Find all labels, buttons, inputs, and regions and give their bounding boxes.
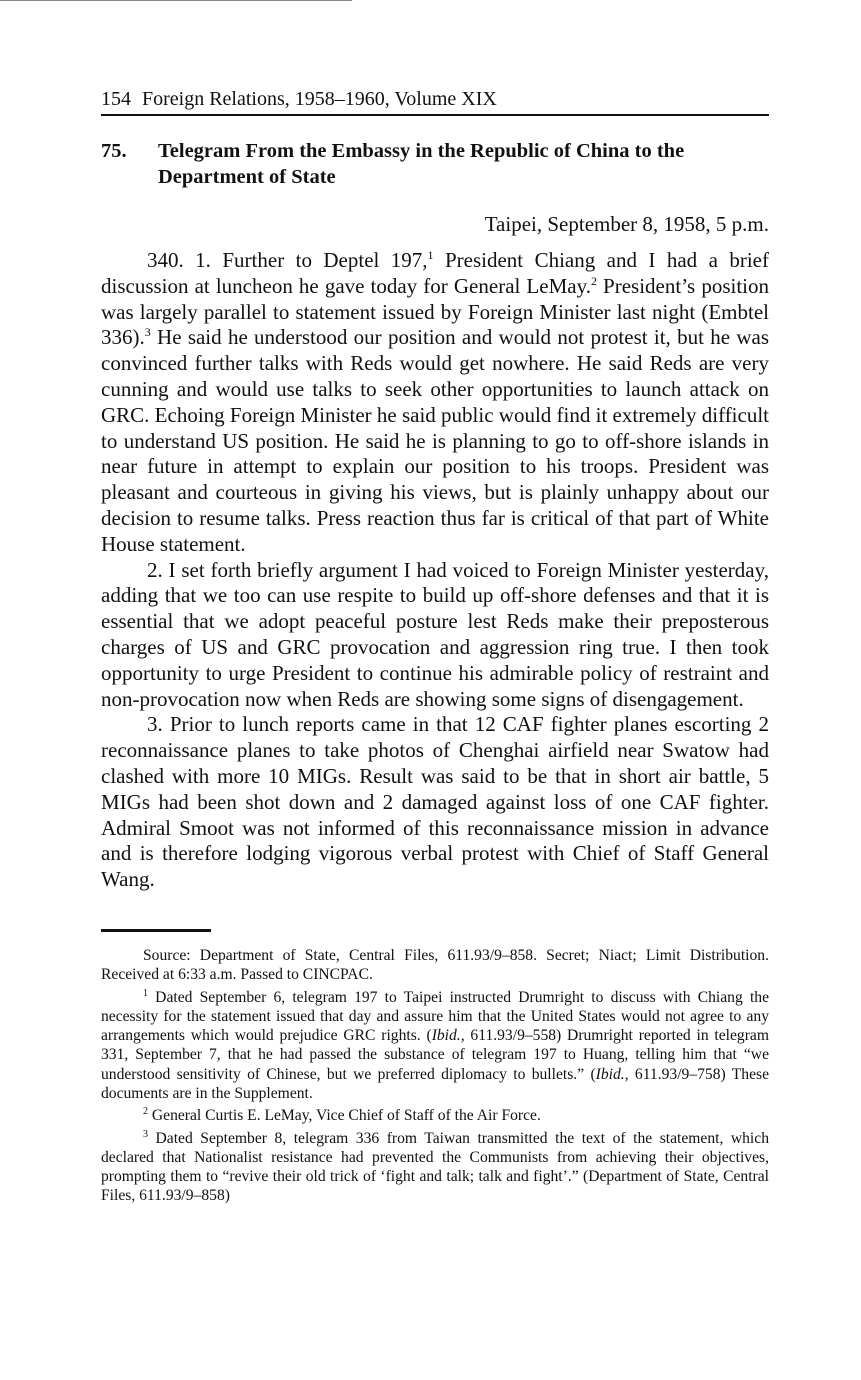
document-number: 75. — [101, 140, 127, 162]
dateline: Taipei, September 8, 1958, 5 p.m. — [484, 212, 769, 236]
document-title: Telegram From the Embassy in the Republic of China to the Department of State — [158, 140, 685, 188]
scan-top-edge-line — [0, 0, 352, 1]
footnote-3: $^3$ Dated September 8, telegram 336 from Taiwan transmitted the text of the statement, which declared that Nationalist resistance had prevented the Communists from achieving their objectives, prompting them to “revive their old trick of ‘fight and talk; talk and fight’.” (Department of State, Central Files, 611.93/9–858) — [101, 1128, 769, 1205]
running-title: Foreign Relations, 1958–1960, Volume XIX — [142, 88, 497, 110]
footnote-ref-2: 2 — [590, 273, 597, 288]
page-number: 154 — [101, 88, 131, 110]
footnote-1: $^1$ Dated September 6, telegram 197 to Taipei instructed Drumright to discuss with Chiang the necessity for the statement issued that day and assure him that the United States would not agree to any arrangements which would prejudice GRC rights. (Ibid., 611.93/9–558) Drumright reported in telegram 331, September 7, that he had passed the substance of telegram 197 to Huang, telling him that “we understood sensitivity of Chinese, but we preferred diplomacy to bullets.” (Ibid., 611.93/9–758) These documents are in the Supplement. — [101, 987, 769, 1102]
footnote-divider — [101, 929, 211, 932]
body-paragraph-3: 3. Prior to lunch reports came in that 12 CAF fighter planes escorting 2 reconnaissance planes to take photos of Chenghai airfield near Swatow had clashed with more 10 MIGs. Result was said to be that in short air battle, 5 MIGs had been shot down and 2 damaged against loss of one CAF fighter. Admiral Smoot was not informed of this reconnaissance mission in advance and is therefore lodging vigorous verbal protest with Chief of Staff General Wang. — [101, 712, 769, 892]
telegram-body — [101, 248, 769, 893]
body-paragraph-2: 2. I set forth briefly argument I had voiced to Foreign Minister yesterday, adding that we too can use respite to build up off-shore defenses and that it is essential that we adopt peaceful posture lest Reds make their preposterous charges of US and GRC provocation and aggression ring true. I then took opportunity to urge President to continue his admirable policy of restraint and non-provocation now when Reds are showing some signs of disengagement. — [101, 557, 769, 711]
document-heading — [101, 138, 769, 190]
footnote-2: $^2$ General Curtis E. LeMay, Vice Chief of Staff of the Air Force. — [143, 1106, 541, 1125]
body-paragraph-1: 340. 1. Further to Deptel 197,$^1$ President Chiang and I had a brief discussion at luncheon he gave today for General LeMay.$^2$ President’s position was largely parallel to statement issued by Foreign Minister last night (Embtel 336).$^3$ He said he understood our position and would not protest it, but he was convinced further talks with Reds would get nowhere. He said Reds are very cunning and would use talks to seek other opportunities to launch attack on GRC. Echoing Foreign Minister he said public would find it extremely difficult to understand US position. He said he is planning to go to off-shore islands in near future in attempt to explain our position to his troops. President was pleasant and courteous in giving his views, but is plainly unhappy about our decision to resume talks. Press reaction thus far is critical of that part of White House statement. — [101, 248, 770, 556]
running-header — [101, 86, 769, 116]
footnote-ref-3: 3 — [144, 325, 151, 340]
book-page — [101, 86, 769, 1206]
source-note: Source: Department of State, Central Files, 611.93/9–858. Secret; Niact; Limit Distribution. Received at 6:33 a.m. Passed to CINCPAC. — [101, 946, 769, 984]
footnotes — [101, 946, 769, 1206]
footnote-ref-1: 1 — [427, 248, 434, 262]
